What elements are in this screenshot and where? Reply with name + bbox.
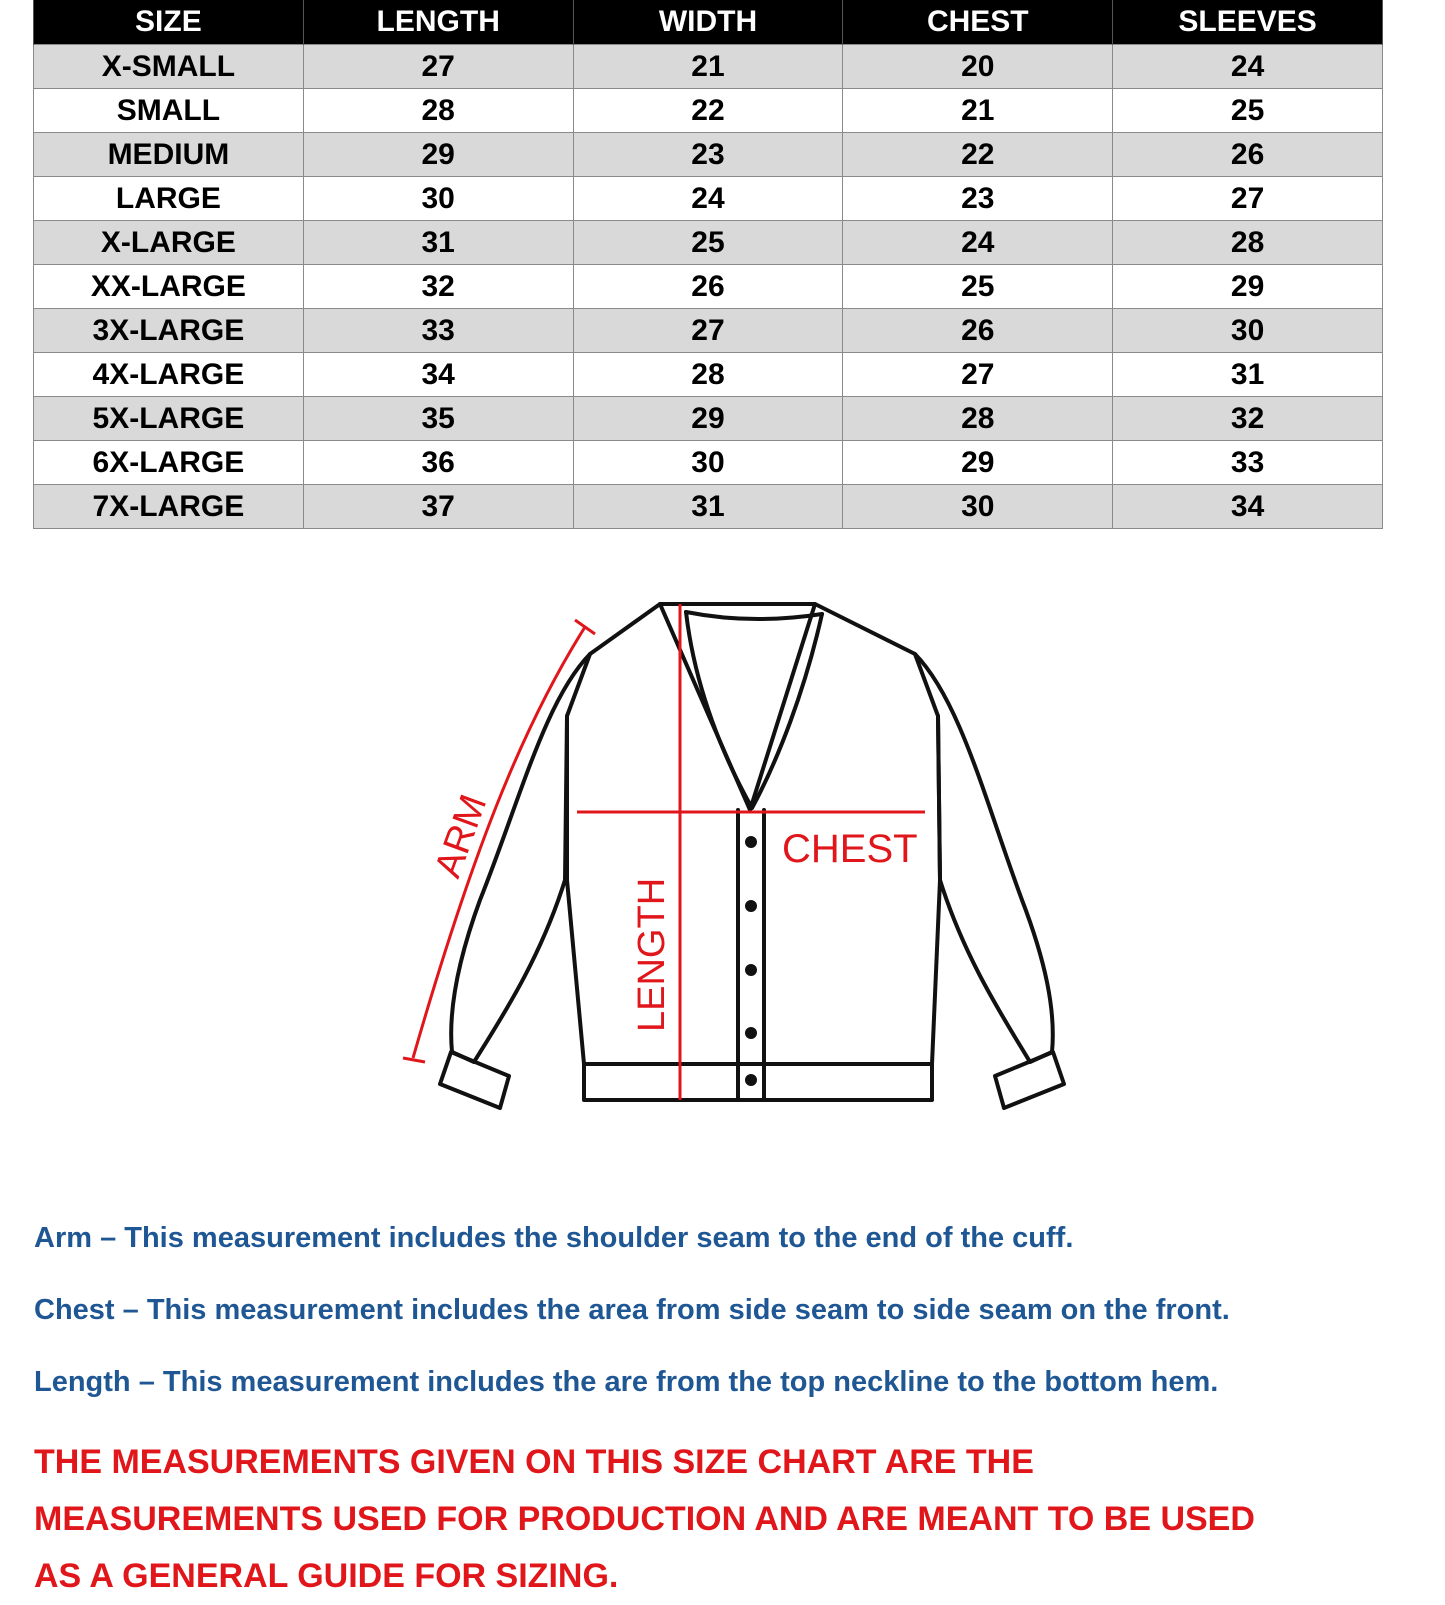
disclaimer-line-3: AS A GENERAL GUIDE FOR SIZING. [34, 1557, 619, 1595]
cell-chest: 29 [843, 441, 1113, 485]
cell-size: 4X-LARGE [34, 353, 304, 397]
cell-sleeves: 24 [1113, 45, 1383, 89]
cell-size: XX-LARGE [34, 265, 304, 309]
cell-size: LARGE [34, 177, 304, 221]
cell-sleeves: 30 [1113, 309, 1383, 353]
table-row [34, 353, 1383, 397]
disclaimer-line-2: MEASUREMENTS USED FOR PRODUCTION AND ARE MEANT TO BE USED [34, 1500, 1255, 1538]
cell-chest: 26 [843, 309, 1113, 353]
cell-length: 34 [303, 353, 573, 397]
cell-size: 3X-LARGE [34, 309, 304, 353]
table-row [34, 441, 1383, 485]
cell-width: 24 [573, 177, 843, 221]
cell-size: MEDIUM [34, 133, 304, 177]
cell-length: 35 [303, 397, 573, 441]
cell-sleeves: 28 [1113, 221, 1383, 265]
note-length: Length – This measurement includes the are from the top neckline to the bottom hem. [34, 1366, 1219, 1398]
cell-width: 28 [573, 353, 843, 397]
header-length: LENGTH [303, 0, 573, 45]
cell-width: 22 [573, 89, 843, 133]
cell-length: 37 [303, 485, 573, 529]
cell-length: 30 [303, 177, 573, 221]
button-5 [745, 1074, 757, 1086]
note-chest: Chest – This measurement includes the area from side seam to side seam on the front. [34, 1294, 1230, 1326]
cell-sleeves: 31 [1113, 353, 1383, 397]
cell-width: 26 [573, 265, 843, 309]
button-1 [745, 836, 757, 848]
cell-length: 29 [303, 133, 573, 177]
table-row [34, 309, 1383, 353]
table-header-row [34, 0, 1383, 45]
table-row [34, 177, 1383, 221]
cell-size: X-LARGE [34, 221, 304, 265]
table-row [34, 221, 1383, 265]
arm-tick-bottom [403, 1058, 425, 1062]
cell-chest: 23 [843, 177, 1113, 221]
cell-size: 7X-LARGE [34, 485, 304, 529]
button-3 [745, 964, 757, 976]
cell-width: 27 [573, 309, 843, 353]
chest-label: CHEST [782, 827, 918, 871]
cell-chest: 21 [843, 89, 1113, 133]
length-label: LENGTH [631, 877, 673, 1032]
header-sleeves: SLEEVES [1113, 0, 1383, 45]
cell-sleeves: 29 [1113, 265, 1383, 309]
cell-size: 6X-LARGE [34, 441, 304, 485]
disclaimer-line-1: THE MEASUREMENTS GIVEN ON THIS SIZE CHART ARE THE [34, 1443, 1034, 1481]
arm-tick-top [575, 620, 595, 634]
cell-chest: 24 [843, 221, 1113, 265]
table-row [34, 133, 1383, 177]
cell-width: 25 [573, 221, 843, 265]
cell-sleeves: 27 [1113, 177, 1383, 221]
cell-chest: 28 [843, 397, 1113, 441]
table-row [34, 397, 1383, 441]
table-row [34, 485, 1383, 529]
header-size: SIZE [34, 0, 304, 45]
cardigan-diagram [0, 560, 1445, 1120]
hem-band [584, 1064, 932, 1100]
table-row [34, 45, 1383, 89]
neckline [686, 612, 822, 619]
cell-size: 5X-LARGE [34, 397, 304, 441]
size-chart-table [33, 0, 1383, 529]
arm-label: ARM [426, 789, 496, 884]
cell-length: 28 [303, 89, 573, 133]
cell-length: 33 [303, 309, 573, 353]
left-cuff [440, 1052, 509, 1108]
cell-length: 36 [303, 441, 573, 485]
header-chest: CHEST [843, 0, 1113, 45]
button-2 [745, 900, 757, 912]
cell-width: 23 [573, 133, 843, 177]
cell-length: 27 [303, 45, 573, 89]
table-row [34, 265, 1383, 309]
cell-chest: 30 [843, 485, 1113, 529]
cell-width: 21 [573, 45, 843, 89]
cell-size: SMALL [34, 89, 304, 133]
cell-chest: 27 [843, 353, 1113, 397]
cell-length: 32 [303, 265, 573, 309]
cell-width: 30 [573, 441, 843, 485]
table-row [34, 89, 1383, 133]
cell-width: 29 [573, 397, 843, 441]
cell-chest: 22 [843, 133, 1113, 177]
button-4 [745, 1027, 757, 1039]
table-body [34, 45, 1383, 529]
cell-length: 31 [303, 221, 573, 265]
cell-size: X-SMALL [34, 45, 304, 89]
cell-sleeves: 34 [1113, 485, 1383, 529]
header-width: WIDTH [573, 0, 843, 45]
cell-chest: 25 [843, 265, 1113, 309]
disclaimer [34, 1434, 1414, 1605]
cell-sleeves: 25 [1113, 89, 1383, 133]
cell-width: 31 [573, 485, 843, 529]
cell-chest: 20 [843, 45, 1113, 89]
cell-sleeves: 33 [1113, 441, 1383, 485]
note-arm: Arm – This measurement includes the shoulder seam to the end of the cuff. [34, 1222, 1074, 1254]
right-cuff [995, 1052, 1064, 1108]
cell-sleeves: 32 [1113, 397, 1383, 441]
cell-sleeves: 26 [1113, 133, 1383, 177]
